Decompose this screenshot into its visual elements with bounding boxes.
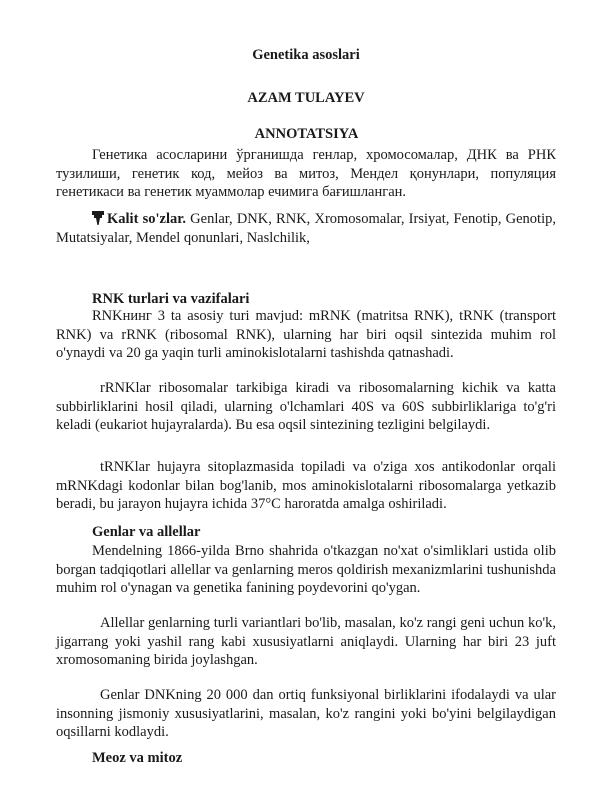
keywords-label: Kalit so'zlar. [107, 211, 186, 227]
section-heading-rnk: RNK turlari va vazifalari [92, 291, 250, 307]
paragraph: Allellar genlarning turli variantlari bo'lib, masalan, ko'z rangi geni uchun ko'k, jigarrang yoki yashil rang kabi xususiyatlarni aniqlaydi. Ularning har biri 23 juft xromosomaning birida joylashgan. [56, 615, 556, 668]
document-title: Genetika asoslari [252, 47, 360, 63]
keywords-text: Genlar, DNK, RNK, Xromosomalar, Irsiyat, Fenotip, Genotip, Mutatsiyalar, Mendel qonunlari, Naslchilik, [56, 211, 556, 246]
paragraph: tRNKlar hujayra sitoplazmasida topiladi va o'ziga xos antikodonlar orqali mRNKdagi kodonlar bilan bog'lanib, mos aminokislotalarni ribosomalarga yetkazib beradi, bu jarayon hujayra ichida 37°C haroratda amalga oshiriladi. [56, 459, 556, 512]
annotation-text: Генетика асосларини ўрганишда генлар, хромосомалар, ДНК ва РНК тузилиши, генетик код, мейоз ва митоз, Мендел қонунлари, популяция генетикаси ва генетик муаммолар ечимига бағишланган. [56, 147, 556, 200]
paragraph: rRNKlar ribosomalar tarkibiga kiradi va ribosomalarning kichik va katta subbirliklarini hosil qiladi, ularning o'lchamlari 40S va 60S subbirliklariga to'g'ri keladi (eukariot hujayralarda). Bu esa oqsil sintezining tezligini belgilaydi. [56, 380, 556, 433]
keywords-paragraph [56, 210, 556, 247]
pin-icon [92, 211, 104, 225]
annotation-heading-row [0, 126, 612, 143]
paragraph: Mendelning 1866-yilda Brno shahrida o'tkazgan no'xat o'simliklari ustida olib borgan tadqiqotlari allellar va genlarning meros qoldirish mexanizmlarini tushunishda muhim rol o'ynagan va genetika fanining poydevorini qo'ygan. [56, 543, 556, 596]
author-name: AZAM TULAYEV [247, 90, 365, 106]
section-heading-meoz: Meoz va mitoz [92, 750, 183, 766]
paragraph: RNKнинг 3 ta asosiy turi mavjud: mRNK (matritsa RNK), tRNK (transport RNK) va rRNK (ribosomal RNK), ularning har biri oqsil sintezida muhim rol o'ynaydi va 20 ga yaqin turli aminokislotalarni tashishda qatnashadi. [56, 308, 556, 361]
paragraph: Genlar DNKning 20 000 dan ortiq funksiyonal birliklarini ifodalaydi va ular insonning jismoniy xususiyatlarini, masalan, ko'z rangini yoki bo'yini belgilaydigan oqsillarni kodlaydi. [56, 687, 556, 740]
section-heading-genlar: Genlar va allellar [92, 524, 201, 540]
annotation-heading: ANNOTATSIYA [254, 126, 359, 142]
